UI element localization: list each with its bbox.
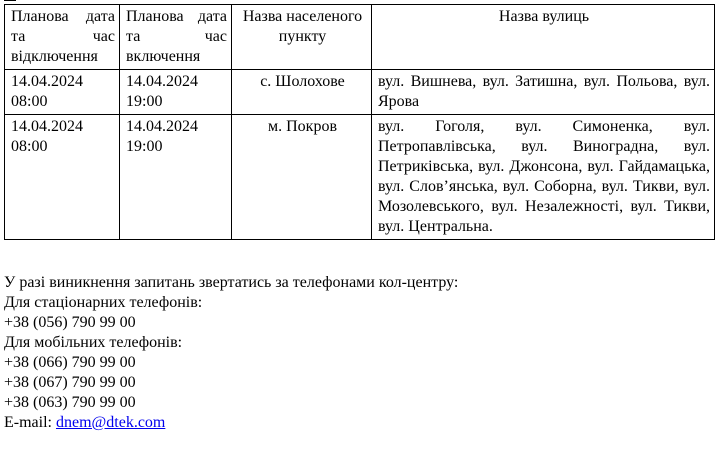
header-on-datetime: Планова дата та час включення xyxy=(120,5,232,70)
table-row xyxy=(5,115,715,240)
header-off-datetime: Планова дата та час відключення xyxy=(5,5,120,70)
on-time: 19:00 xyxy=(126,138,163,155)
outage-schedule-table xyxy=(4,4,715,240)
cell-streets: вул. Вишнева, вул. Затишна, вул. Польова, вул. Ярова xyxy=(372,70,715,115)
email-label: E-mail: xyxy=(4,414,56,431)
page-top-rule xyxy=(4,0,16,1)
cell-streets: вул. Гоголя, вул. Симоненка, вул. Петропавлівська, вул. Виноградна, вул. Петриківська, вул. Джонсона, вул. Гайдамацька, вул. Слов’янська, вул. Соборна, вул. Тикви, вул. Мозолевського, вул. Незалежності, вул. Тикви, вул. Центральна. xyxy=(372,115,715,240)
cell-off-datetime xyxy=(5,115,120,240)
off-date: 14.04.2024 xyxy=(11,118,83,135)
contact-info xyxy=(4,273,704,433)
cell-settlement: м. Покров xyxy=(232,115,372,240)
mobile-phone: +38 (067) 790 99 00 xyxy=(4,374,136,391)
off-time: 08:00 xyxy=(11,138,48,155)
off-time: 08:00 xyxy=(11,93,48,110)
cell-on-datetime xyxy=(120,115,232,240)
mobile-phone: +38 (066) 790 99 00 xyxy=(4,354,136,371)
mobile-phone: +38 (063) 790 99 00 xyxy=(4,394,136,411)
contact-intro: У разі виникнення запитань звертатись за телефонами кол-центру: xyxy=(4,274,459,291)
cell-settlement: с. Шолохове xyxy=(232,70,372,115)
landline-label: Для стаціонарних телефонів: xyxy=(4,294,203,311)
cell-off-datetime xyxy=(5,70,120,115)
landline-phone: +38 (056) 790 99 00 xyxy=(4,314,136,331)
cell-on-datetime xyxy=(120,70,232,115)
email-link[interactable]: dnem@dtek.com xyxy=(55,414,166,431)
header-settlement: Назва населеного пункту xyxy=(232,5,372,70)
email-line xyxy=(4,413,704,433)
mobile-label: Для мобільних телефонів: xyxy=(4,334,183,351)
table-header-row xyxy=(5,5,715,70)
on-date: 14.04.2024 xyxy=(126,73,198,90)
table-row xyxy=(5,70,715,115)
header-streets: Назва вулиць xyxy=(372,5,715,70)
on-time: 19:00 xyxy=(126,93,163,110)
on-date: 14.04.2024 xyxy=(126,118,198,135)
off-date: 14.04.2024 xyxy=(11,73,83,90)
